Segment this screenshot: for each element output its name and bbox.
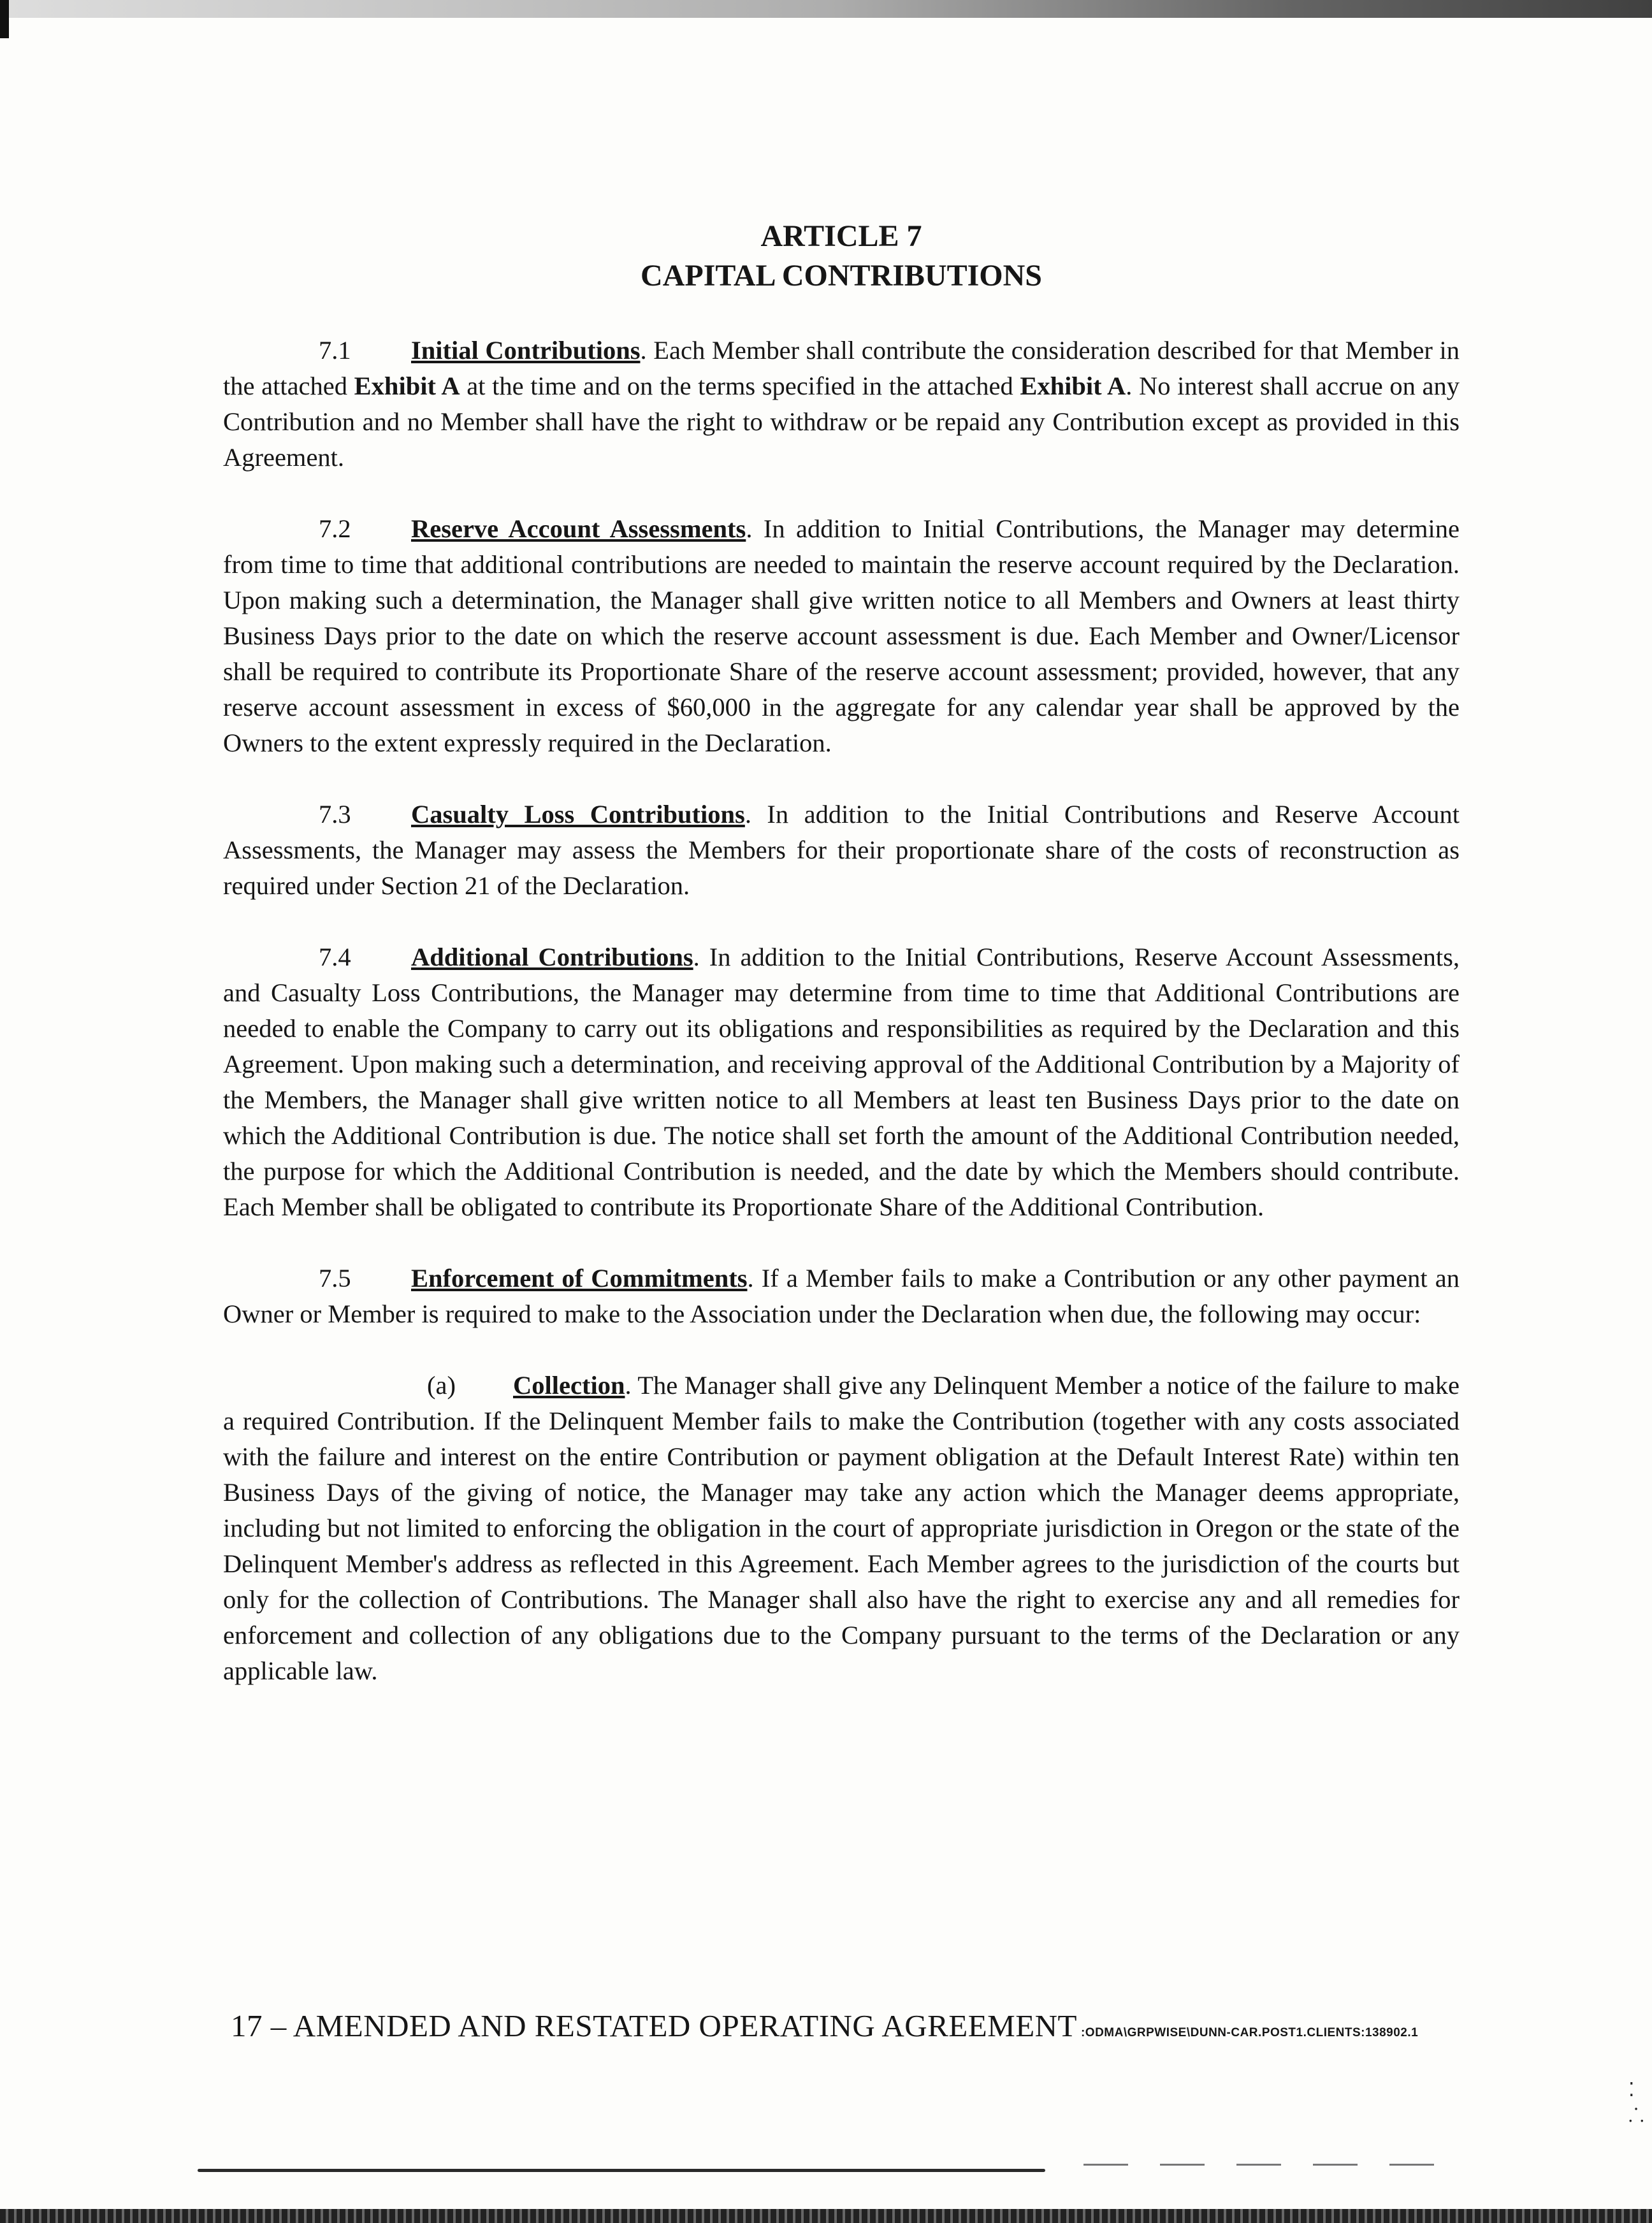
section-7-1 [223,333,1460,475]
section-number: 7.1 [319,336,351,365]
exhibit-reference: Exhibit A [1020,372,1126,400]
section-text: . Each Member shall contribute the consideration described for that Member in the attached [223,336,1460,400]
section-text: . In addition to the Initial Contributions, Reserve Account Assessments, and Casualty Loss Contributions, the Manager may determine from time to time that Additional Contributions are needed to enable the Company to carry out its obligations and responsibilities as required by the Declaration and this Agreement. Upon making such a determination, and receiving approval of the Additional Contribution by a Majority of the Members, the Manager shall give written notice to all Members at least ten Business Days prior to the date on which the Additional Contribution is due. The notice shall set forth the amount of the Additional Contribution needed, the purpose for which the Additional Contribution is needed, and the date by which the Members should contribute. Each Member shall be obligated to contribute its Proportionate Share of the Additional Contribution. [223,943,1460,1221]
exhibit-reference: Exhibit A [354,372,460,400]
section-heading: Enforcement of Commitments [411,1264,748,1293]
subsection-text: . The Manager shall give any Delinquent Member a notice of the failure to make a required Contribution. If the Delinquent Member fails to make the Contribution (together with any costs associated with the failure and interest on the entire Contribution or payment obligation at the Default Interest Rate) within ten Business Days of the giving of notice, the Manager may take any action which the Manager deems appropriate, including but not limited to enforcing the obligation in the court of appropriate jurisdiction in Oregon or the state of the Delinquent Member's address as reflected in this Agreement. Each Member agrees to the jurisdiction of the courts but only for the collection of Contributions. The Manager shall also have the right to exercise any and all remedies for enforcement and collection of any obligations due to the Company pursuant to the terms of the Declaration or any applicable law. [223,1371,1460,1685]
section-text: at the time and on the terms specified in the attached [460,372,1020,400]
footer-document-id: :ODMA\GRPWISE\DUNN-CAR.POST1.CLIENTS:138902.1 [1080,2026,1419,2039]
section-7-2 [223,511,1460,761]
scan-bottom-dashes [1083,2164,1453,2166]
footer-title: 17 – AMENDED AND RESTATED OPERATING AGREEMENT [231,2008,1077,2043]
scan-bottom-edge [0,2209,1652,2223]
section-text: . In addition to the Initial Contributions and Reserve Account Assessments, the Manager may assess the Members for their proportionate share of the costs of reconstruction as required under Section 21 of the Declaration. [223,800,1460,900]
page-footer [231,2008,1418,2044]
section-heading: Casualty Loss Contributions [411,800,745,829]
section-7-4 [223,939,1460,1225]
section-number: 7.5 [319,1264,351,1293]
document-body [223,217,1460,1689]
scan-left-mark [0,0,9,38]
section-7-5 [223,1261,1460,1332]
article-number: ARTICLE 7 [760,219,922,253]
section-heading: Reserve Account Assessments [411,514,746,543]
section-text: . No interest shall accrue on any Contribution and no Member shall have the right to withdraw or be repaid any Contribution except as provided in this Agreement. [223,372,1460,472]
section-number: 7.3 [319,800,351,829]
subsection-heading: Collection [513,1371,625,1400]
scan-top-edge [0,0,1652,18]
article-title: CAPITAL CONTRIBUTIONS [641,259,1042,293]
section-number: 7.4 [319,943,351,971]
section-number: 7.2 [319,514,351,543]
scan-bottom-rule [198,2169,1045,2172]
subsection-7-5-a [223,1368,1460,1689]
section-heading: Additional Contributions [411,943,693,971]
section-text: . If a Member fails to make a Contribution or any other payment an Owner or Member is required to make to the Association under the Declaration when due, the following may occur: [223,1264,1460,1328]
scan-speck-marks: ⁚ ⸫ [1628,2079,1644,2127]
subsection-label: (a) [427,1371,456,1400]
section-7-3 [223,797,1460,904]
section-text: . In addition to Initial Contributions, the Manager may determine from time to time that additional contributions are needed to maintain the reserve account required by the Declaration. Upon making such a determination, the Manager shall give written notice to all Members and Owners at least thirty Business Days prior to the date on which the reserve account assessment is due. Each Member and Owner/Licensor shall be required to contribute its Proportionate Share of the reserve account assessment; provided, however, that any reserve account assessment in excess of $60,000 in the aggregate for any calendar year shall be approved by the Owners to the extent expressly required in the Declaration. [223,514,1460,757]
section-heading: Initial Contributions [411,336,641,365]
